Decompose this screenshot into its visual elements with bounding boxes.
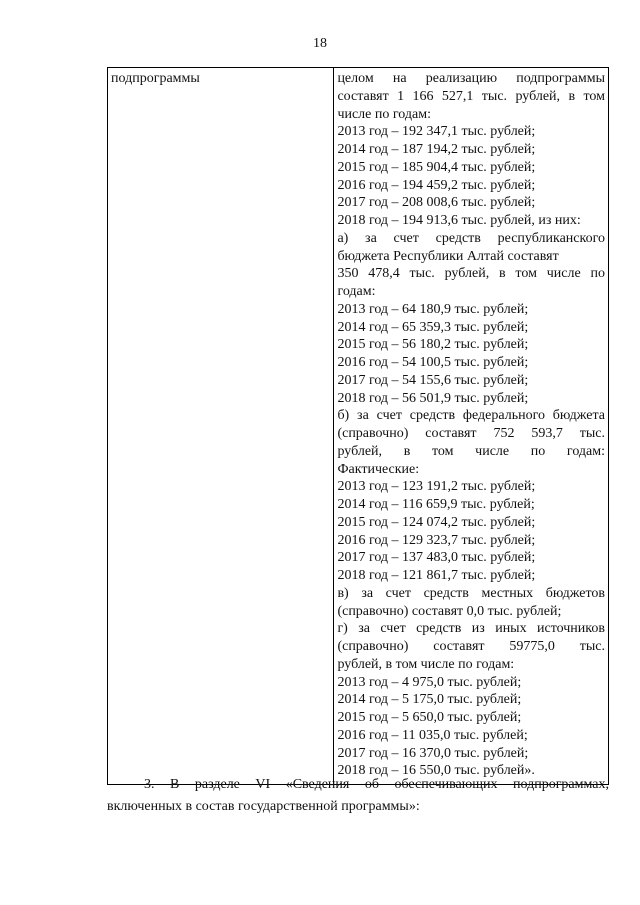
funding-line: 2014 год – 5 175,0 тыс. рублей; [337,692,522,708]
funding-line: 350 478,4 тыс. рублей, в том числе по [337,266,605,282]
funding-line: 2017 год – 16 370,0 тыс. рублей; [337,745,529,761]
funding-line: целом на реализацию подпрограммы [337,71,605,86]
funding-line: г) за счет средств из иных источников [337,621,605,637]
funding-line: 2017 год – 208 008,6 тыс. рублей; [337,195,536,211]
funding-line: (справочно) составят 59775,0 тыс. [337,639,605,654]
funding-line: 2015 год – 56 180,2 тыс. рублей; [337,337,529,353]
funding-line: годам: [337,284,376,299]
funding-line: числе по годам: [337,106,431,122]
funding-line: рублей, в том числе по годам: [337,656,515,672]
funding-line: 2013 год – 192 347,1 тыс. рублей; [337,124,536,140]
table-cell-funding [334,68,609,785]
funding-line: 2013 год – 64 180,9 тыс. рублей; [337,301,529,317]
funding-line: составят 1 166 527,1 тыс. рублей, в том [337,88,605,104]
funding-line: 2018 год – 16 550,0 тыс. рублей». [337,763,535,779]
funding-line: 2016 год – 54 100,5 тыс. рублей; [337,355,529,370]
funding-line: 2013 год – 123 191,2 тыс. рублей; [337,479,536,495]
funding-line: 2015 год – 5 650,0 тыс. рублей; [337,710,522,725]
funding-line: Фактические: [337,461,420,477]
funding-line: 2015 год – 124 074,2 тыс. рублей; [337,514,536,530]
funding-line: 2016 год – 194 459,2 тыс. рублей; [337,177,536,193]
funding-line: 2018 год – 56 501,9 тыс. рублей; [337,390,529,406]
funding-line: (справочно) составят 752 593,7 тыс. [337,426,605,441]
funding-line: в) за счет средств местных бюджетов [337,585,605,601]
funding-line: (справочно) составят 0,0 тыс. рублей; [337,603,562,619]
page-number: 18 [313,36,327,51]
funding-line: 2018 год – 194 913,6 тыс. рублей, из них: [337,213,581,228]
funding-line: б) за счет средств федерального бюджета [337,408,605,424]
funding-line: 2018 год – 121 861,7 тыс. рублей; [337,568,536,583]
table-row [108,68,609,785]
subprogram-funding-table [107,67,609,785]
funding-line: 2014 год – 187 194,2 тыс. рублей; [337,142,536,157]
funding-line: 2013 год – 4 975,0 тыс. рублей; [337,674,522,690]
cell-label-text: подпрограммы [111,71,200,86]
funding-line: 2017 год – 54 155,6 тыс. рублей; [337,372,529,388]
funding-line: 2014 год – 116 659,9 тыс. рублей; [337,497,535,512]
paragraph-section-heading: 3. В разделе VI «Сведения об обеспечивающих подпрограммах, [144,777,609,792]
funding-line: рублей, в том числе по годам: [337,443,605,459]
funding-line: 2015 год – 185 904,4 тыс. рублей; [337,159,536,175]
funding-line: 2016 год – 11 035,0 тыс. рублей; [337,727,528,743]
table-cell-label [108,68,334,785]
funding-line: 2017 год – 137 483,0 тыс. рублей; [337,550,536,566]
funding-line: 2016 год – 129 323,7 тыс. рублей; [337,532,536,548]
funding-line: а) за счет средств республиканского [337,230,605,246]
funding-line: 2014 год – 65 359,3 тыс. рублей; [337,319,529,335]
funding-line: бюджета Республики Алтай составят [337,248,559,264]
paragraph-continuation: включенных в состав государственной программы»: [107,799,420,814]
